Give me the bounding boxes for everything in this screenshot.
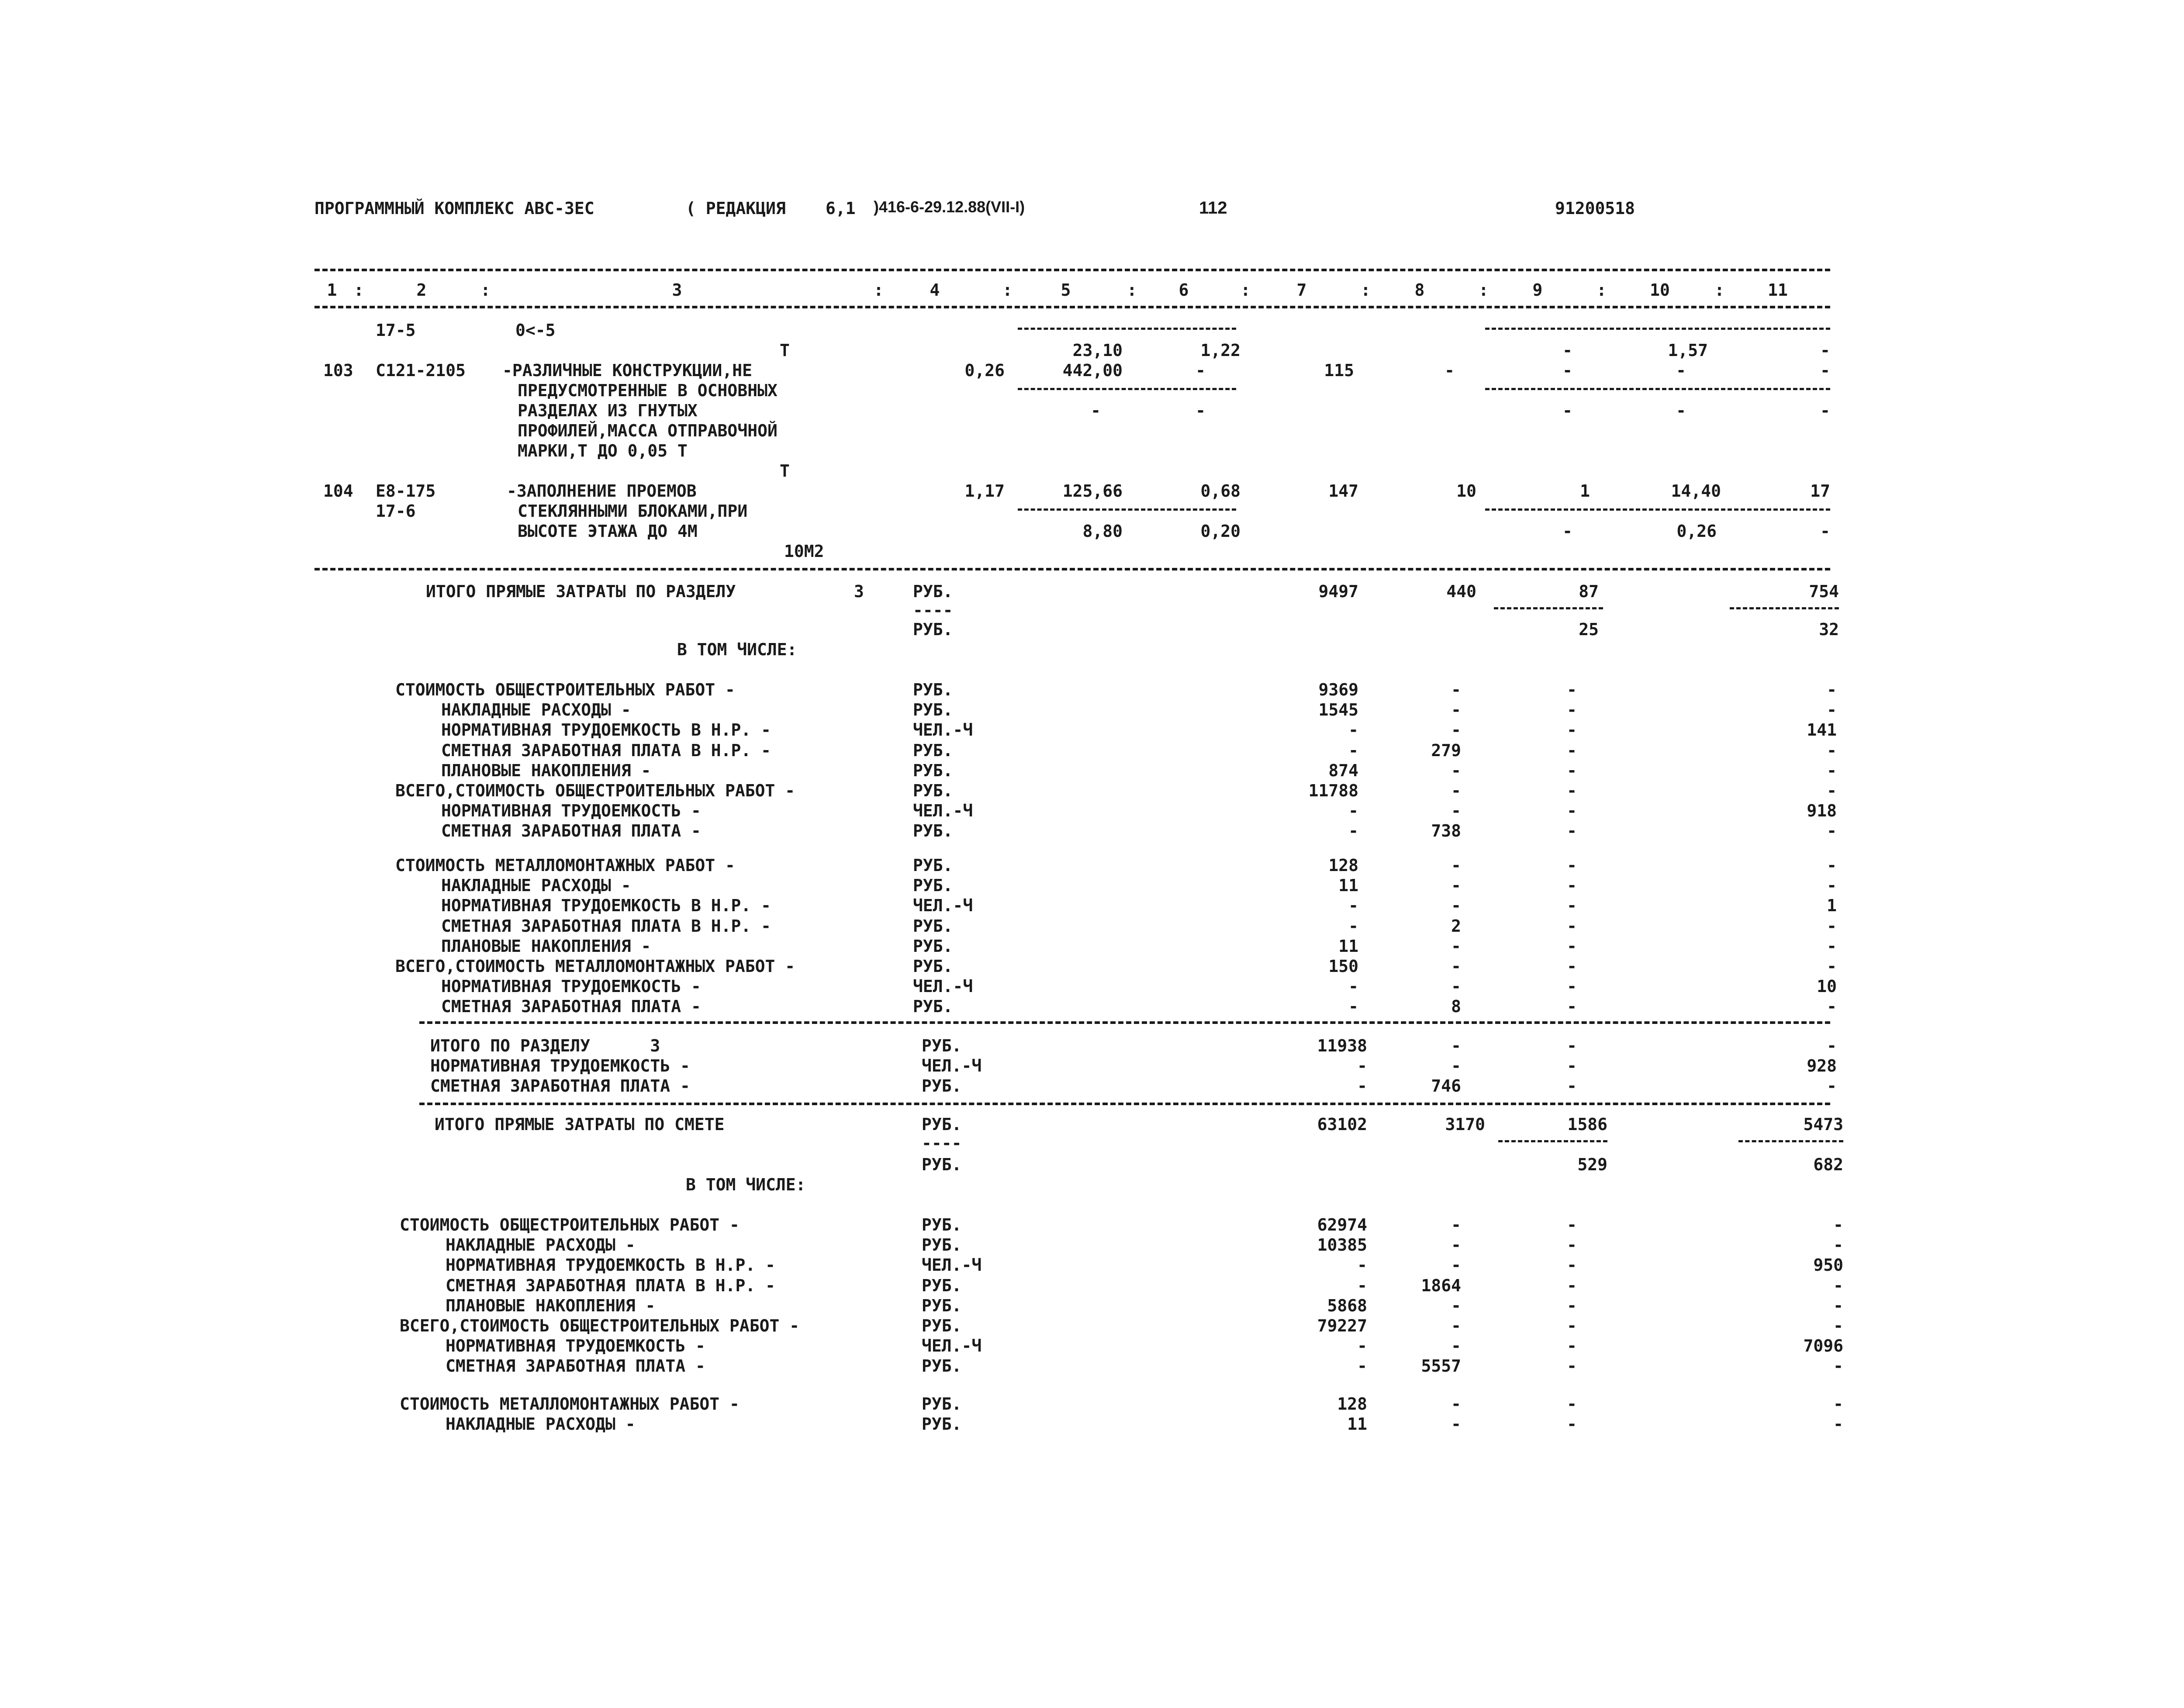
summary-row-unit: РУБ. bbox=[922, 1215, 962, 1234]
estimate-total-col11-sub: 682 bbox=[1813, 1155, 1843, 1174]
col-sep: : bbox=[354, 280, 364, 300]
summary-row-col8: - bbox=[1451, 1316, 1461, 1335]
col-sep: : bbox=[1479, 280, 1489, 300]
work-description: 0<-5 bbox=[515, 321, 556, 340]
work-description: -ЗАПОЛНЕНИЕ ПРОЕМОВ bbox=[507, 481, 697, 501]
cell-col10: 0,26 bbox=[1676, 522, 1717, 541]
document-code: 91200518 bbox=[1555, 199, 1635, 218]
summary-row-unit: ЧЕЛ.-Ч bbox=[922, 1056, 982, 1075]
summary-row-unit: ЧЕЛ.-Ч bbox=[913, 977, 973, 996]
summary-row-label: НОРМАТИВНАЯ ТРУДОЕМКОСТЬ - bbox=[441, 801, 701, 820]
col-sep: : bbox=[1597, 280, 1607, 300]
cell-col5: 8,80 bbox=[1082, 522, 1123, 541]
summary-row-col11: - bbox=[1833, 1394, 1843, 1414]
total-col11-sub: 32 bbox=[1819, 620, 1839, 639]
summary-row-unit: РУБ. bbox=[913, 937, 953, 956]
section-rule bbox=[314, 568, 1830, 570]
summary-row-col7: 62974 bbox=[1317, 1215, 1367, 1234]
estimate-total-label: ИТОГО ПРЯМЫЕ ЗАТРАТЫ ПО СМЕТЕ bbox=[435, 1115, 725, 1134]
header-rule-top bbox=[314, 269, 1830, 271]
cell-col5: - bbox=[1091, 401, 1101, 420]
summary-row-col7: - bbox=[1348, 741, 1358, 760]
cell-rule bbox=[1018, 388, 1236, 390]
cell-col10: 1,57 bbox=[1668, 341, 1708, 360]
summary-row-col11: 950 bbox=[1813, 1255, 1843, 1275]
summary-row-col9: - bbox=[1567, 1235, 1577, 1255]
summary-row-unit: РУБ. bbox=[922, 1276, 962, 1295]
cell-col5: 125,66 bbox=[1062, 481, 1123, 501]
cell-col5: 442,00 bbox=[1062, 361, 1123, 380]
summary-row-col9: - bbox=[1567, 1036, 1577, 1055]
summary-row-col7: - bbox=[1348, 821, 1358, 840]
summary-row-col11: 918 bbox=[1807, 801, 1837, 820]
total-col7: 9497 bbox=[1318, 582, 1358, 601]
col-sep: : bbox=[1361, 280, 1371, 300]
summary-row-label: НОРМАТИВНАЯ ТРУДОЕМКОСТЬ - bbox=[441, 977, 701, 996]
summary-row-col11: 10 bbox=[1817, 977, 1837, 996]
total-col9: 87 bbox=[1579, 582, 1599, 601]
summary-row-unit: РУБ. bbox=[922, 1296, 962, 1315]
summary-row-col7: - bbox=[1357, 1076, 1367, 1096]
cell-col6: 1,22 bbox=[1200, 341, 1241, 360]
summary-row-col7: - bbox=[1348, 801, 1358, 820]
estimate-total-col7: 63102 bbox=[1317, 1115, 1367, 1134]
summary-row-col9: - bbox=[1567, 1076, 1577, 1096]
section-rule bbox=[419, 1103, 1830, 1105]
col-num-9: 9 bbox=[1532, 280, 1543, 300]
summary-row-col11: - bbox=[1827, 997, 1837, 1016]
summary-row-col7: - bbox=[1357, 1276, 1367, 1295]
cell-col6: 0,20 bbox=[1200, 522, 1241, 541]
summary-row-unit: РУБ. bbox=[913, 821, 953, 840]
cell-col8: 10 bbox=[1456, 481, 1476, 501]
summary-row-label: НОРМАТИВНАЯ ТРУДОЕМКОСТЬ В Н.Р. - bbox=[441, 720, 771, 740]
summary-row-col9: - bbox=[1567, 977, 1577, 996]
cell-col11: - bbox=[1820, 341, 1830, 360]
col-num-5: 5 bbox=[1061, 280, 1071, 300]
unit: РУБ. bbox=[922, 1155, 962, 1174]
cell-rule bbox=[1730, 607, 1839, 609]
summary-row-col7: - bbox=[1348, 977, 1358, 996]
summary-row-label: НАКЛАДНЫЕ РАСХОДЫ - bbox=[441, 876, 631, 895]
summary-row-unit: РУБ. bbox=[913, 680, 953, 699]
summary-row-unit: РУБ. bbox=[922, 1076, 962, 1096]
total-col8: 440 bbox=[1446, 582, 1476, 601]
work-code: С121-2105 bbox=[376, 361, 466, 380]
summary-row-unit: РУБ. bbox=[922, 1356, 962, 1376]
col-sep: : bbox=[1714, 280, 1724, 300]
summary-row-col7: 11788 bbox=[1308, 781, 1358, 800]
unit-marker: 10М2 bbox=[784, 542, 824, 561]
summary-row-label: ПЛАНОВЫЕ НАКОПЛЕНИЯ - bbox=[446, 1296, 656, 1315]
total-col11: 754 bbox=[1809, 582, 1839, 601]
summary-row-col7: 9369 bbox=[1318, 680, 1358, 699]
summary-row-col8: - bbox=[1451, 977, 1461, 996]
work-description: ПРОФИЛЕЙ,МАССА ОТПРАВОЧНОЙ bbox=[518, 421, 778, 440]
unit-marker: Т bbox=[780, 461, 790, 481]
cell-rule bbox=[1018, 508, 1236, 511]
summary-row-col11: - bbox=[1827, 680, 1837, 699]
summary-row-unit: ЧЕЛ.-Ч bbox=[913, 720, 973, 740]
summary-row-col7: - bbox=[1357, 1356, 1367, 1376]
including-heading: В ТОМ ЧИСЛЕ: bbox=[677, 640, 797, 659]
summary-row-col8: - bbox=[1451, 1235, 1461, 1255]
summary-row-unit: ЧЕЛ.-Ч bbox=[913, 896, 973, 915]
cell-col10: 14,40 bbox=[1671, 481, 1721, 501]
summary-row-col7: - bbox=[1348, 916, 1358, 936]
summary-row-col11: - bbox=[1827, 876, 1837, 895]
summary-row-col8: - bbox=[1451, 856, 1461, 875]
work-description: РАЗДЕЛАХ ИЗ ГНУТЫХ bbox=[518, 401, 698, 420]
summary-row-col11: 7096 bbox=[1803, 1336, 1843, 1355]
summary-row-col9: - bbox=[1567, 916, 1577, 936]
summary-row-col9: - bbox=[1567, 1316, 1577, 1335]
summary-row-col11: - bbox=[1833, 1215, 1843, 1234]
summary-row-col9: - bbox=[1567, 781, 1577, 800]
summary-row-label: СМЕТНАЯ ЗАРАБОТНАЯ ПЛАТА - bbox=[446, 1356, 705, 1376]
summary-row-label: СТОИМОСТЬ ОБЩЕСТРОИТЕЛЬНЫХ РАБОТ - bbox=[400, 1215, 740, 1234]
summary-row-col8: - bbox=[1451, 680, 1461, 699]
summary-row-label: СМЕТНАЯ ЗАРАБОТНАЯ ПЛАТА В Н.Р. - bbox=[446, 1276, 775, 1295]
cell-col9: - bbox=[1562, 401, 1572, 420]
summary-row-unit: РУБ. bbox=[922, 1036, 962, 1055]
summary-row-label: НАКЛАДНЫЕ РАСХОДЫ - bbox=[446, 1414, 636, 1434]
col-sep: : bbox=[1002, 280, 1013, 300]
cell-rule bbox=[1485, 508, 1830, 511]
summary-row-col11: - bbox=[1827, 937, 1837, 956]
summary-row-label: СМЕТНАЯ ЗАРАБОТНАЯ ПЛАТА В Н.Р. - bbox=[441, 741, 771, 760]
summary-row-col8: - bbox=[1451, 1394, 1461, 1414]
summary-row-unit: РУБ. bbox=[922, 1235, 962, 1255]
cell-rule bbox=[1738, 1140, 1843, 1142]
summary-row-col7: - bbox=[1348, 997, 1358, 1016]
cell-col4: 0,26 bbox=[964, 361, 1005, 380]
header-rule-bottom bbox=[314, 306, 1830, 308]
col-num-2: 2 bbox=[416, 280, 427, 300]
cell-col5: 23,10 bbox=[1072, 341, 1123, 360]
col-num-8: 8 bbox=[1414, 280, 1425, 300]
summary-row-col8: 5557 bbox=[1421, 1356, 1461, 1376]
summary-row-unit: ЧЕЛ.-Ч bbox=[922, 1255, 982, 1275]
summary-row-col8: 746 bbox=[1431, 1076, 1461, 1096]
summary-row-col7: - bbox=[1348, 896, 1358, 915]
summary-row-col9: - bbox=[1567, 741, 1577, 760]
cell-rule bbox=[1485, 328, 1830, 330]
cell-rule bbox=[1018, 328, 1236, 330]
total-col9-sub: 25 bbox=[1579, 620, 1599, 639]
unit: РУБ. bbox=[913, 582, 953, 601]
summary-row-label: ВСЕГО,СТОИМОСТЬ МЕТАЛЛОМОНТАЖНЫХ РАБОТ - bbox=[395, 957, 795, 976]
summary-row-col11: - bbox=[1833, 1276, 1843, 1295]
summary-row-col8: - bbox=[1451, 876, 1461, 895]
summary-row-col7: 128 bbox=[1337, 1394, 1367, 1414]
summary-row-col8: - bbox=[1451, 781, 1461, 800]
summary-row-label: СМЕТНАЯ ЗАРАБОТНАЯ ПЛАТА - bbox=[441, 821, 701, 840]
summary-row-col8: - bbox=[1451, 1036, 1461, 1055]
cell-col8: - bbox=[1444, 361, 1455, 380]
col-num-3: 3 bbox=[672, 280, 682, 300]
summary-row-col9: - bbox=[1567, 957, 1577, 976]
summary-row-col7: 79227 bbox=[1317, 1316, 1367, 1335]
col-sep: : bbox=[874, 280, 884, 300]
summary-row-col7: 5868 bbox=[1327, 1296, 1367, 1315]
cell-rule bbox=[1485, 388, 1830, 390]
edition-number: 6,1 bbox=[826, 199, 856, 218]
summary-row-unit: РУБ. bbox=[922, 1394, 962, 1414]
summary-row-col7: - bbox=[1357, 1255, 1367, 1275]
col-num-4: 4 bbox=[930, 280, 940, 300]
summary-row-unit: РУБ. bbox=[913, 876, 953, 895]
summary-row-unit: ЧЕЛ.-Ч bbox=[922, 1336, 982, 1355]
summary-row-unit: РУБ. bbox=[913, 997, 953, 1016]
summary-row-col11: 1 bbox=[1827, 896, 1837, 915]
unit: РУБ. bbox=[913, 620, 953, 639]
summary-row-col8: - bbox=[1451, 896, 1461, 915]
edition-label: ( РЕДАКЦИЯ bbox=[686, 199, 786, 218]
cell-col11: - bbox=[1820, 522, 1830, 541]
summary-row-unit: РУБ. bbox=[913, 856, 953, 875]
summary-row-label: ВСЕГО,СТОИМОСТЬ ОБЩЕСТРОИТЕЛЬНЫХ РАБОТ - bbox=[395, 781, 795, 800]
summary-row-col7: 874 bbox=[1328, 761, 1358, 780]
summary-row-col8: 8 bbox=[1451, 997, 1461, 1016]
row-number: 103 bbox=[323, 361, 353, 380]
summary-row-label: СМЕТНАЯ ЗАРАБОТНАЯ ПЛАТА - bbox=[430, 1076, 690, 1096]
summary-row-unit: РУБ. bbox=[913, 957, 953, 976]
summary-row-label: СТОИМОСТЬ МЕТАЛЛОМОНТАЖНЫХ РАБОТ - bbox=[395, 856, 735, 875]
col-num-11: 11 bbox=[1768, 280, 1788, 300]
summary-row-col8: - bbox=[1451, 700, 1461, 719]
summary-row-col9: - bbox=[1567, 700, 1577, 719]
summary-row-col11: 928 bbox=[1807, 1056, 1837, 1075]
summary-row-col9: - bbox=[1567, 1056, 1577, 1075]
summary-row-col7: 150 bbox=[1328, 957, 1358, 976]
summary-row-col9: - bbox=[1567, 1215, 1577, 1234]
cell-col6: - bbox=[1196, 401, 1206, 420]
summary-row-col9: - bbox=[1567, 1356, 1577, 1376]
work-description: ВЫСОТЕ ЭТАЖА ДО 4М bbox=[518, 522, 698, 541]
col-num-1: 1 bbox=[327, 280, 337, 300]
section-rule bbox=[419, 1021, 1830, 1024]
unit-marker: Т bbox=[780, 341, 790, 360]
summary-row-col9: - bbox=[1567, 997, 1577, 1016]
summary-row-col8: - bbox=[1451, 937, 1461, 956]
summary-row-unit: ЧЕЛ.-Ч bbox=[913, 801, 973, 820]
work-code: 17-5 bbox=[376, 321, 416, 340]
summary-row-label: НОРМАТИВНАЯ ТРУДОЕМКОСТЬ - bbox=[446, 1336, 705, 1355]
summary-row-col7: - bbox=[1357, 1056, 1367, 1075]
summary-row-col9: - bbox=[1567, 1296, 1577, 1315]
summary-row-unit: РУБ. bbox=[913, 761, 953, 780]
summary-row-col11: - bbox=[1833, 1235, 1843, 1255]
cell-col9: - bbox=[1562, 361, 1572, 380]
summary-row-unit: РУБ. bbox=[922, 1414, 962, 1434]
summary-row-col11: - bbox=[1827, 1036, 1837, 1055]
summary-row-unit: РУБ. bbox=[913, 700, 953, 719]
summary-row-col8: - bbox=[1451, 957, 1461, 976]
col-sep: : bbox=[480, 280, 491, 300]
summary-row-col8: - bbox=[1451, 1056, 1461, 1075]
summary-row-col8: - bbox=[1451, 1255, 1461, 1275]
col-num-10: 10 bbox=[1650, 280, 1670, 300]
cell-col11: - bbox=[1820, 361, 1830, 380]
summary-row-col9: - bbox=[1567, 896, 1577, 915]
cell-col11: 17 bbox=[1810, 481, 1830, 501]
summary-row-col11: - bbox=[1827, 821, 1837, 840]
estimate-total-col8: 3170 bbox=[1445, 1115, 1485, 1134]
cell-col10: - bbox=[1676, 361, 1686, 380]
summary-row-col7: - bbox=[1348, 720, 1358, 740]
summary-row-col9: - bbox=[1567, 821, 1577, 840]
summary-row-label: ВСЕГО,СТОИМОСТЬ ОБЩЕСТРОИТЕЛЬНЫХ РАБОТ - bbox=[400, 1316, 800, 1335]
summary-row-col8: 279 bbox=[1431, 741, 1461, 760]
summary-row-col8: 2 bbox=[1451, 916, 1461, 936]
summary-row-label: НОРМАТИВНАЯ ТРУДОЕМКОСТЬ - bbox=[430, 1056, 690, 1075]
summary-row-col11: - bbox=[1827, 741, 1837, 760]
work-code: Е8-175 bbox=[376, 481, 436, 501]
summary-row-col9: - bbox=[1567, 1414, 1577, 1434]
summary-row-col9: - bbox=[1567, 680, 1577, 699]
cell-col6: 0,68 bbox=[1200, 481, 1241, 501]
cell-rule bbox=[1498, 1140, 1607, 1142]
unit: РУБ. bbox=[922, 1115, 962, 1134]
summary-row-label: СМЕТНАЯ ЗАРАБОТНАЯ ПЛАТА - bbox=[441, 997, 701, 1016]
work-code: 17-6 bbox=[376, 501, 416, 521]
summary-row-col9: - bbox=[1567, 876, 1577, 895]
row-number: 104 bbox=[323, 481, 353, 501]
summary-row-col7: - bbox=[1357, 1336, 1367, 1355]
estimate-total-col11: 5473 bbox=[1803, 1115, 1843, 1134]
summary-row-col11: - bbox=[1827, 856, 1837, 875]
summary-row-col7: 11 bbox=[1347, 1414, 1367, 1434]
cell-col9: - bbox=[1562, 522, 1572, 541]
cell-col11: - bbox=[1820, 401, 1830, 420]
cell-col7: 115 bbox=[1324, 361, 1354, 380]
summary-row-col9: - bbox=[1567, 1336, 1577, 1355]
unit-separator: ---- bbox=[922, 1134, 962, 1153]
work-description: -РАЗЛИЧНЫЕ КОНСТРУКЦИИ,НЕ bbox=[502, 361, 752, 380]
summary-row-col9: - bbox=[1567, 856, 1577, 875]
summary-row-col9: - bbox=[1567, 1255, 1577, 1275]
summary-row-label: ПЛАНОВЫЕ НАКОПЛЕНИЯ - bbox=[441, 761, 651, 780]
summary-row-label: СТОИМОСТЬ ОБЩЕСТРОИТЕЛЬНЫХ РАБОТ - bbox=[395, 680, 735, 699]
program-title: ПРОГРАММНЫЙ КОМПЛЕКС АВС-ЗЕС bbox=[314, 199, 594, 218]
summary-row-col7: 10385 bbox=[1317, 1235, 1367, 1255]
summary-row-unit: РУБ. bbox=[913, 916, 953, 936]
summary-row-col11: - bbox=[1827, 781, 1837, 800]
summary-row-col11: - bbox=[1827, 957, 1837, 976]
summary-row-label: НОРМАТИВНАЯ ТРУДОЕМКОСТЬ В Н.Р. - bbox=[446, 1255, 775, 1275]
summary-row-col11: 141 bbox=[1807, 720, 1837, 740]
summary-row-unit: РУБ. bbox=[913, 741, 953, 760]
cell-col6: - bbox=[1196, 361, 1206, 380]
summary-row-label: СТОИМОСТЬ МЕТАЛЛОМОНТАЖНЫХ РАБОТ - bbox=[400, 1394, 740, 1414]
summary-row-col11: - bbox=[1833, 1316, 1843, 1335]
summary-row-col11: - bbox=[1827, 761, 1837, 780]
summary-row-unit: РУБ. bbox=[913, 781, 953, 800]
section-total-label: ИТОГО ПРЯМЫЕ ЗАТРАТЫ ПО РАЗДЕЛУ bbox=[426, 582, 736, 601]
section-number: 3 bbox=[854, 582, 864, 601]
work-description: МАРКИ,Т ДО 0,05 Т bbox=[518, 441, 688, 460]
handwritten-doc-reference: )416-6-29.12.88(VII-I) bbox=[874, 198, 1025, 216]
summary-row-label: НОРМАТИВНАЯ ТРУДОЕМКОСТЬ В Н.Р. - bbox=[441, 896, 771, 915]
summary-row-col11: - bbox=[1827, 916, 1837, 936]
col-sep: : bbox=[1241, 280, 1251, 300]
summary-row-col11: - bbox=[1833, 1296, 1843, 1315]
summary-row-col9: - bbox=[1567, 1276, 1577, 1295]
cell-col9: - bbox=[1562, 341, 1572, 360]
col-num-7: 7 bbox=[1296, 280, 1307, 300]
summary-row-col8: 738 bbox=[1431, 821, 1461, 840]
summary-row-col9: - bbox=[1567, 937, 1577, 956]
summary-row-label: ПЛАНОВЫЕ НАКОПЛЕНИЯ - bbox=[441, 937, 651, 956]
summary-row-col8: - bbox=[1451, 1336, 1461, 1355]
estimate-total-col9: 1586 bbox=[1567, 1115, 1607, 1134]
cell-col10: - bbox=[1676, 401, 1686, 420]
summary-row-col11: - bbox=[1833, 1414, 1843, 1434]
estimate-total-col9-sub: 529 bbox=[1577, 1155, 1607, 1174]
col-num-6: 6 bbox=[1178, 280, 1189, 300]
summary-row-col7: 11938 bbox=[1317, 1036, 1367, 1055]
summary-row-col8: - bbox=[1451, 1414, 1461, 1434]
summary-row-col9: - bbox=[1567, 801, 1577, 820]
col-sep: : bbox=[1127, 280, 1137, 300]
cell-col7: 147 bbox=[1328, 481, 1358, 501]
summary-row-label: ИТОГО ПО РАЗДЕЛУ 3 bbox=[430, 1036, 660, 1055]
cell-col4: 1,17 bbox=[964, 481, 1005, 501]
including-heading: В ТОМ ЧИСЛЕ: bbox=[686, 1175, 806, 1194]
summary-row-col11: - bbox=[1833, 1356, 1843, 1376]
summary-row-col9: - bbox=[1567, 761, 1577, 780]
unit-separator: ---- bbox=[913, 601, 953, 620]
summary-row-label: НАКЛАДНЫЕ РАСХОДЫ - bbox=[441, 700, 631, 719]
summary-row-col8: - bbox=[1451, 761, 1461, 780]
summary-row-unit: РУБ. bbox=[922, 1316, 962, 1335]
summary-row-col11: - bbox=[1827, 700, 1837, 719]
summary-row-label: НАКЛАДНЫЕ РАСХОДЫ - bbox=[446, 1235, 636, 1255]
page-number: 112 bbox=[1199, 198, 1227, 218]
summary-row-col8: - bbox=[1451, 1296, 1461, 1315]
cell-col9: 1 bbox=[1580, 481, 1590, 501]
summary-row-label: СМЕТНАЯ ЗАРАБОТНАЯ ПЛАТА В Н.Р. - bbox=[441, 916, 771, 936]
cell-rule bbox=[1494, 607, 1603, 609]
summary-row-col7: 1545 bbox=[1318, 700, 1358, 719]
summary-row-col9: - bbox=[1567, 720, 1577, 740]
work-description: ПРЕДУСМОТРЕННЫЕ В ОСНОВНЫХ bbox=[518, 381, 778, 400]
summary-row-col7: 11 bbox=[1338, 876, 1358, 895]
summary-row-col8: 1864 bbox=[1421, 1276, 1461, 1295]
summary-row-col9: - bbox=[1567, 1394, 1577, 1414]
summary-row-col7: 11 bbox=[1338, 937, 1358, 956]
summary-row-col8: - bbox=[1451, 801, 1461, 820]
summary-row-col7: 128 bbox=[1328, 856, 1358, 875]
summary-row-col11: - bbox=[1827, 1076, 1837, 1096]
summary-row-col8: - bbox=[1451, 1215, 1461, 1234]
summary-row-col8: - bbox=[1451, 720, 1461, 740]
work-description: СТЕКЛЯННЫМИ БЛОКАМИ,ПРИ bbox=[518, 501, 748, 521]
